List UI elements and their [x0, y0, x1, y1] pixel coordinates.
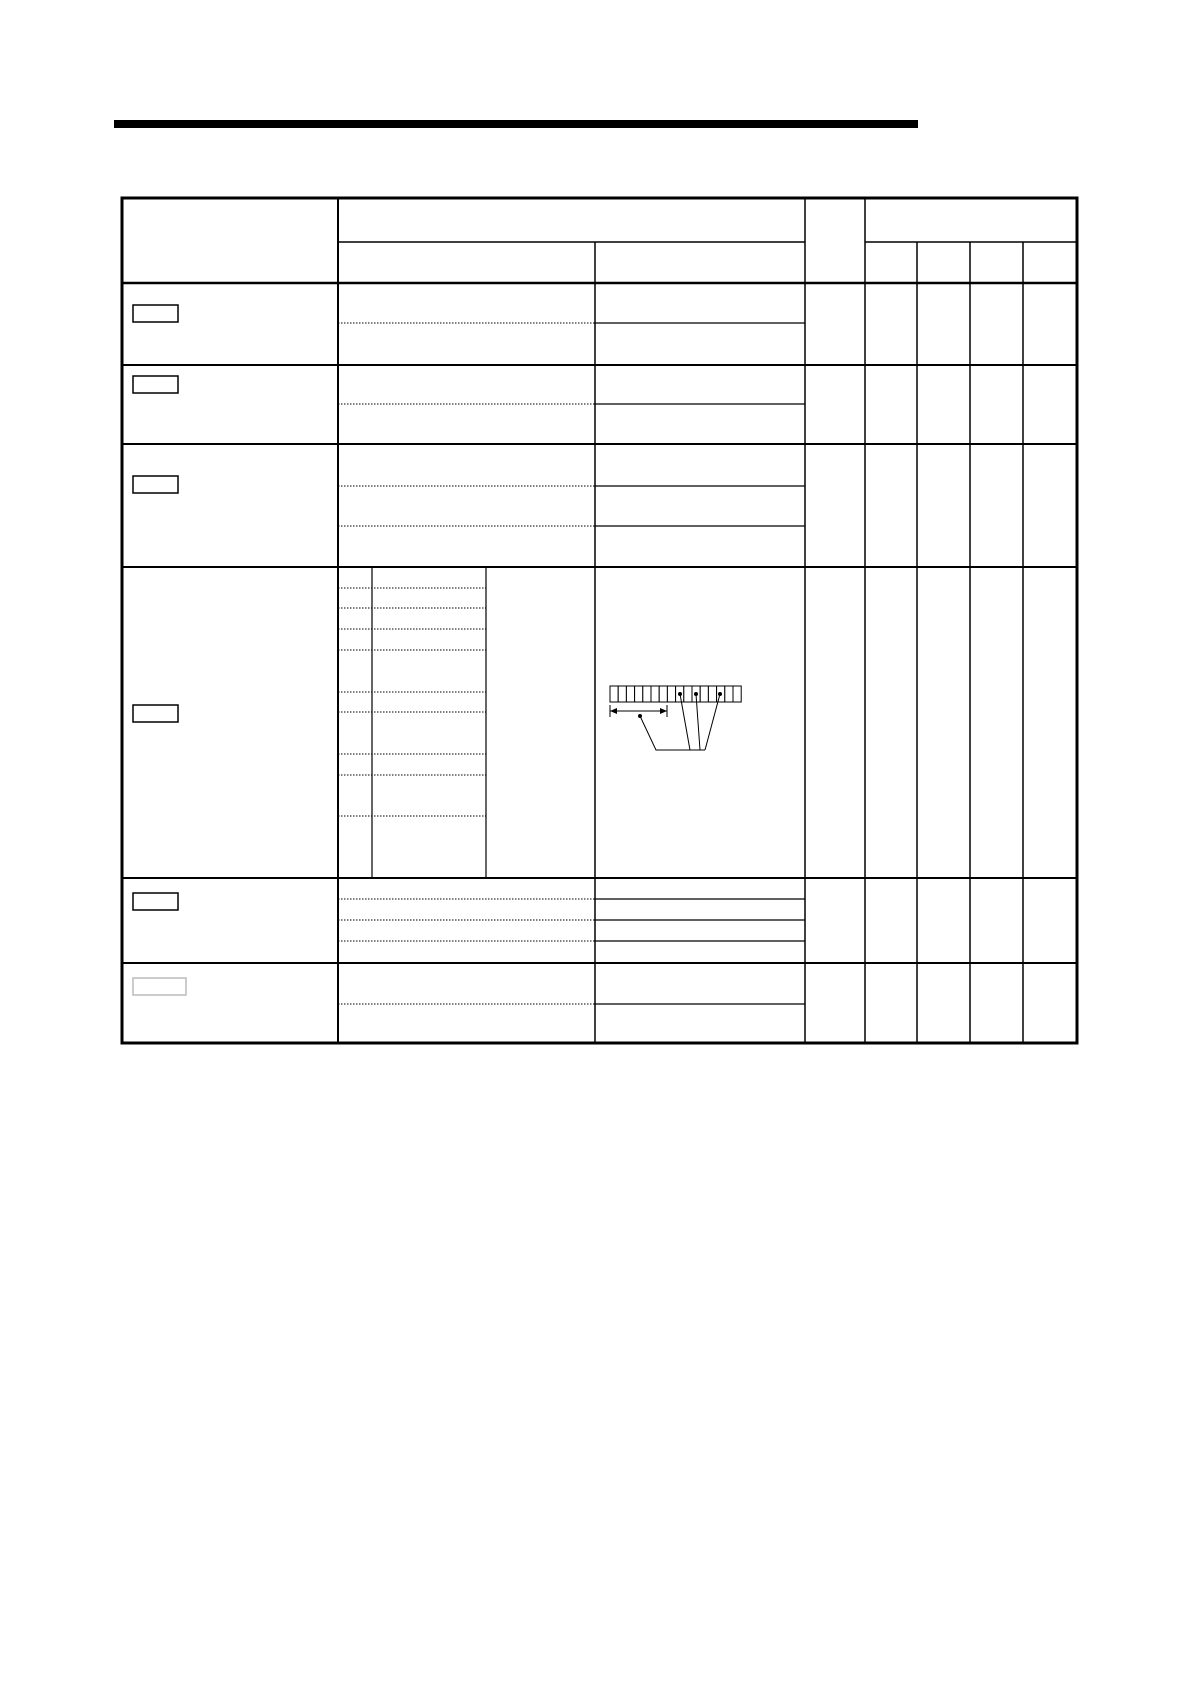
bit-cell — [626, 686, 634, 702]
row4-inner-grid — [338, 567, 486, 878]
box-icon-faint — [133, 978, 186, 995]
bit-field-diagram — [610, 686, 741, 750]
box-icon — [133, 305, 178, 322]
bit-cell — [635, 686, 643, 702]
bit-cell — [643, 686, 651, 702]
bit-cell — [700, 686, 708, 702]
bit-cell — [659, 686, 667, 702]
bit-cell — [725, 686, 733, 702]
box-icon — [133, 705, 178, 722]
arrow-left-icon — [610, 708, 617, 714]
box-icon — [133, 376, 178, 393]
bit-cell — [667, 686, 675, 702]
bit-cell — [651, 686, 659, 702]
bit-cell — [708, 686, 716, 702]
spec-table — [122, 198, 1077, 1043]
leader-line — [640, 716, 705, 750]
box-icon — [133, 893, 178, 910]
bit-cell — [618, 686, 626, 702]
bit-cell — [610, 686, 618, 702]
arrow-right-icon — [660, 708, 667, 714]
box-icon — [133, 476, 178, 493]
table-frame — [122, 198, 1077, 1043]
bit-cell — [733, 686, 741, 702]
header-rule — [114, 120, 918, 128]
bit-cell — [684, 686, 692, 702]
